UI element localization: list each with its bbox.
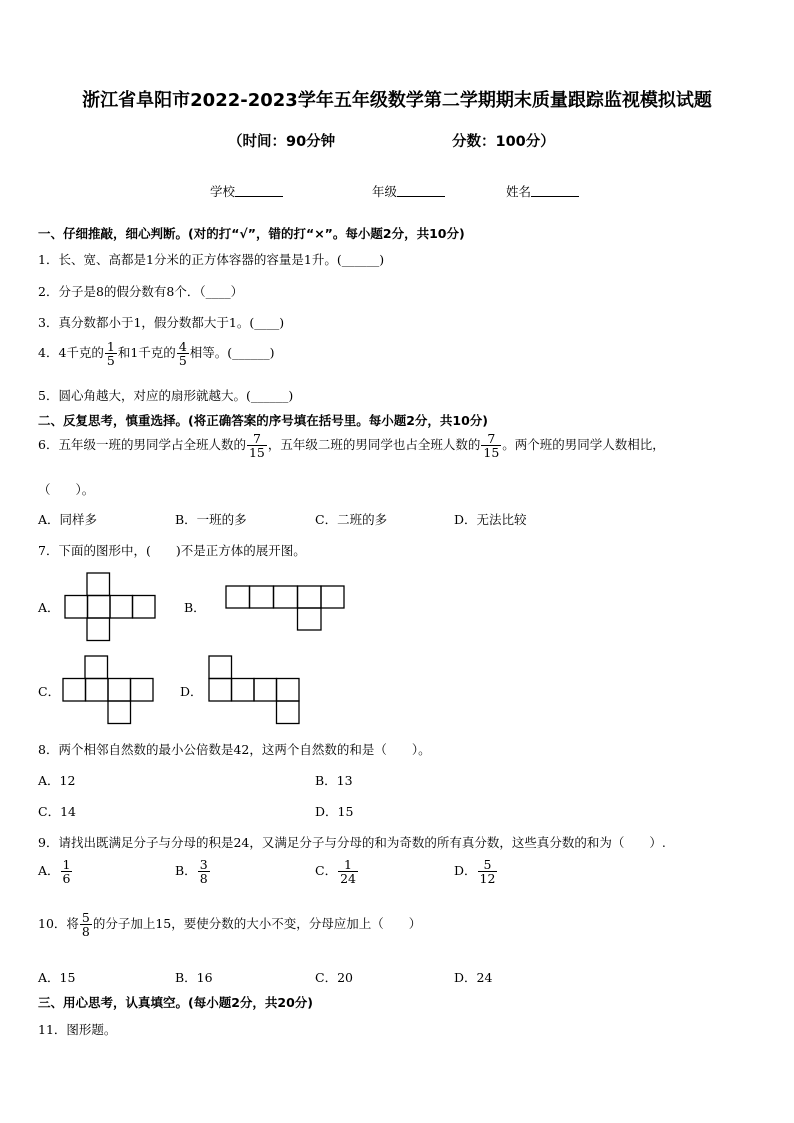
- fraction-7-15-b: $\frac{7}{15}$: [483, 431, 500, 461]
- cube-net-a: [64, 572, 156, 640]
- q10-option-b[interactable]: B．16: [175, 970, 213, 985]
- question-3: 3．真分数都小于1，假分数都大于1。(____): [38, 315, 285, 330]
- exam-time: （时间：90分钟: [228, 134, 336, 150]
- question-7: 7．下面的图形中，( )不是正方体的展开图。: [38, 543, 306, 558]
- grade-blank[interactable]: [397, 184, 445, 197]
- name-field: 姓名: [506, 182, 579, 200]
- question-5: 5．圆心角越大，对应的扇形就越大。(______): [38, 388, 294, 403]
- cube-net-b: [225, 585, 345, 631]
- section-1-heading: 一、仔细推敲，细心判断。(对的打“√”，错的打“×”。每小题2分，共10分): [38, 226, 465, 241]
- q7-label-a[interactable]: A．: [38, 600, 60, 615]
- section-2-heading: 二、反复思考，慎重选择。(将正确答案的序号填在括号里。每小题2分，共10分): [38, 413, 489, 428]
- q9-option-d[interactable]: D． $\frac{5}{12}$: [454, 857, 496, 887]
- question-9: 9．请找出既满足分子与分母的积是24，又满足分子与分母的和为奇数的所有真分数，这些真分数的和为（ ）.: [38, 835, 666, 850]
- question-11: 11．图形题。: [38, 1022, 117, 1037]
- question-6-blank: （ ）。: [38, 482, 95, 497]
- fraction-7-15: $\frac{7}{15}$: [248, 431, 265, 461]
- question-2: 2．分子是8的假分数有8个．（____）: [38, 284, 244, 299]
- q6-option-b[interactable]: B．一班的多: [175, 512, 247, 527]
- fraction-1-5: $\frac{1}{5}$: [106, 339, 115, 369]
- exam-score: 分数：100分）: [452, 134, 555, 150]
- q10-option-a[interactable]: A．15: [38, 970, 76, 985]
- page-title: 浙江省阜阳市2022-2023学年五年级数学第二学期期末质量跟踪监视模拟试题: [82, 90, 712, 111]
- q8-option-c[interactable]: C．14: [38, 804, 76, 819]
- cube-net-d: [208, 655, 300, 723]
- q7-label-d[interactable]: D．: [180, 684, 203, 699]
- q6-option-d[interactable]: D．无法比较: [454, 512, 527, 527]
- q10-option-d[interactable]: D．24: [454, 970, 493, 985]
- q9-option-b[interactable]: B． $\frac{3}{8}$: [175, 857, 208, 887]
- q6-option-c[interactable]: C．二班的多: [315, 512, 388, 527]
- q7-label-b[interactable]: B．: [184, 600, 206, 615]
- question-1: 1．长、宽、高都是1分米的正方体容器的容量是1升。(______): [38, 252, 385, 267]
- q9-option-a[interactable]: A． $\frac{1}{6}$: [38, 857, 71, 887]
- question-10: 10．将 $\frac{5}{8}$ 的分子加上15，要使分数的大小不变，分母应加上（ ）: [38, 910, 422, 940]
- q7-label-c[interactable]: C．: [38, 684, 61, 699]
- q10-option-c[interactable]: C．20: [315, 970, 353, 985]
- q8-option-d[interactable]: D．15: [315, 804, 354, 819]
- grade-field: 年级: [372, 182, 445, 200]
- q6-option-a[interactable]: A．同样多: [38, 512, 98, 527]
- school-blank[interactable]: [235, 184, 283, 197]
- name-blank[interactable]: [531, 184, 579, 197]
- question-4: 4．4千克的 $\frac{1}{5}$ 和1千克的 $\frac{4}{5}$ 相等。(______): [38, 339, 275, 369]
- fraction-4-5: $\frac{4}{5}$: [178, 339, 187, 369]
- section-3-heading: 三、用心思考，认真填空。(每小题2分，共20分): [38, 995, 314, 1010]
- fraction-5-8: $\frac{5}{8}$: [81, 910, 90, 940]
- q8-option-a[interactable]: A．12: [38, 773, 76, 788]
- question-8: 8．两个相邻自然数的最小公倍数是42，这两个自然数的和是（ ）。: [38, 742, 431, 757]
- question-6: 6．五年级一班的男同学占全班人数的 $\frac{7}{15}$ ，五年级二班的男同学也占全班人数的 $\frac{7}{15}$ 。两个班的男同学人数相比，: [38, 431, 665, 461]
- school-field: 学校: [210, 182, 283, 200]
- q8-option-b[interactable]: B．13: [315, 773, 353, 788]
- q9-option-c[interactable]: C． $\frac{1}{24}$: [315, 857, 356, 887]
- cube-net-c: [62, 655, 154, 723]
